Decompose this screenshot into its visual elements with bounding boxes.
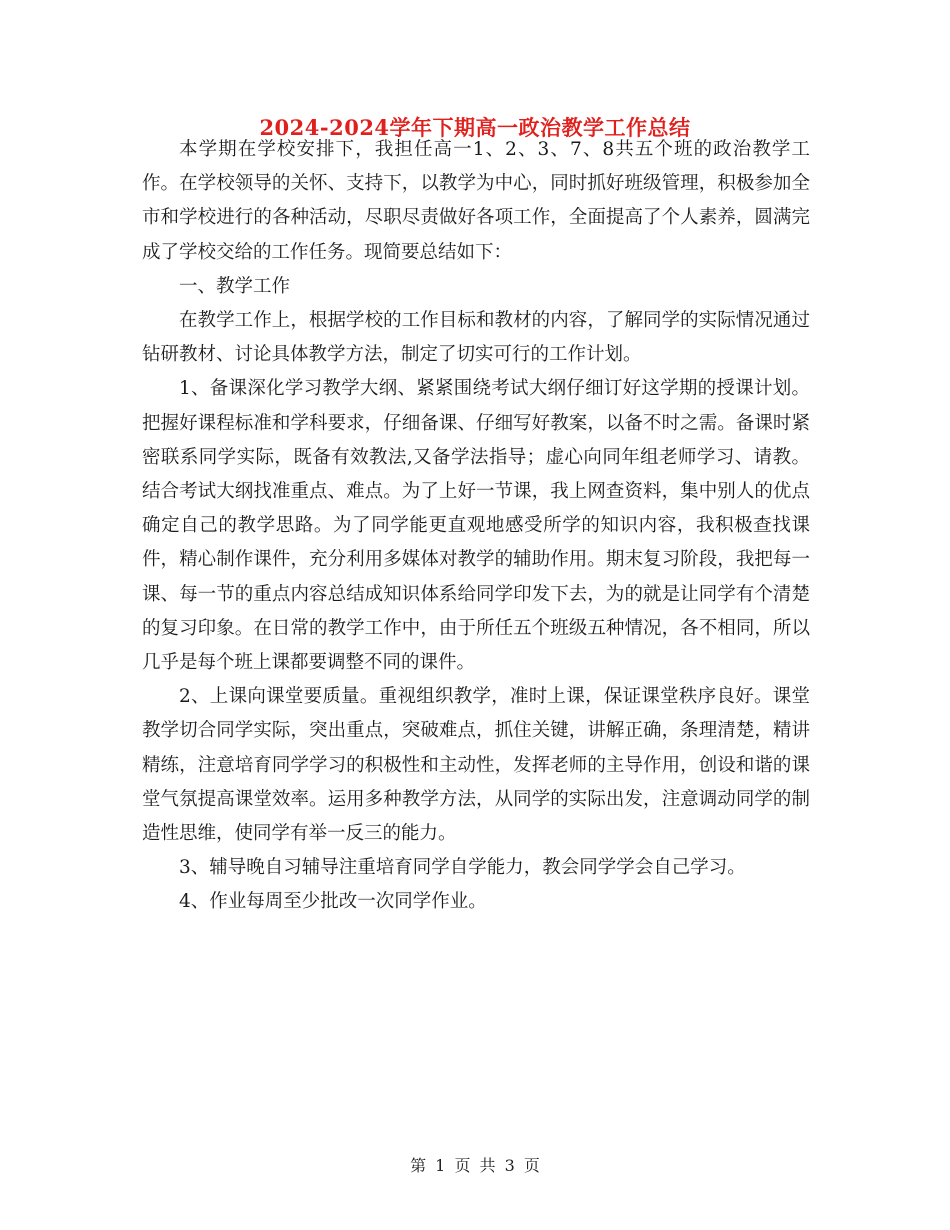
paragraph-teaching-plan: 在教学工作上，根据学校的工作目标和教材的内容，了解同学的实际情况通过钻研教材、讨论具体教学方法，制定了切实可行的工作计划。 [142, 310, 810, 366]
page-number-footer: 第 1 页 共 3 页 [410, 1156, 540, 1175]
document-title: 2024-2024学年下期高一政治教学工作总结 [259, 115, 691, 140]
paragraph-intro: 本学期在学校安排下，我担任高一1、2、3、7、8共五个班的政治教学工作。在学校领导的关怀、支持下，以教学为中心，同时抓好班级管理，积极参加全市和学校进行的各种活动，尽职尽责做好各项工作，全面提高了个人素养，圆满完成了学校交给的工作任务。现简要总结如下： [142, 139, 810, 263]
section-heading-teaching: 一、教学工作 [179, 275, 291, 297]
paragraph-lesson-prep: 1、备课深化学习教学大纲、紧紧围绕考试大纲仔细订好这学期的授课计划。把握好课程标准和学科要求，仔细备课、仔细写好教案，以备不时之需。备课时紧密联系同学实际，既备有效教法,又备学法指导；虚心向同年组老师学习、请教。结合考试大纲找准重点、难点。为了上好一节课，我上网查资料，集中别人的优点确定自己的教学思路。为了同学能更直观地感受所学的知识内容，我积极查找课件，精心制作课件，充分利用多媒体对教学的辅助作用。期末复习阶段，我把每一课、每一节的重点内容总结成知识体系给同学印发下去，为的就是让同学有个清楚的复习印象。在日常的教学工作中，由于所任五个班级五种情况，各不相同，所以几乎是每个班上课都要调整不同的课件。 [142, 378, 810, 674]
paragraph-classroom-quality: 2、上课向课堂要质量。重视组织教学，准时上课，保证课堂秩序良好。课堂教学切合同学实际，突出重点，突破难点，抓住关键，讲解正确，条理清楚，精讲精练，注意培育同学学习的积极性和主动性，发挥老师的主导作用，创设和谐的课堂气氛提高课堂效率。运用多种教学方法，从同学的实际出发，注意调动同学的制造性思维，使同学有举一反三的能力。 [142, 686, 810, 845]
document-body [142, 133, 810, 920]
paragraph-homework: 4、作业每周至少批改一次同学作业。 [179, 891, 487, 913]
paragraph-evening-study: 3、辅导晚自习辅导注重培育同学自学能力，教会同学学会自己学习。 [179, 857, 746, 879]
